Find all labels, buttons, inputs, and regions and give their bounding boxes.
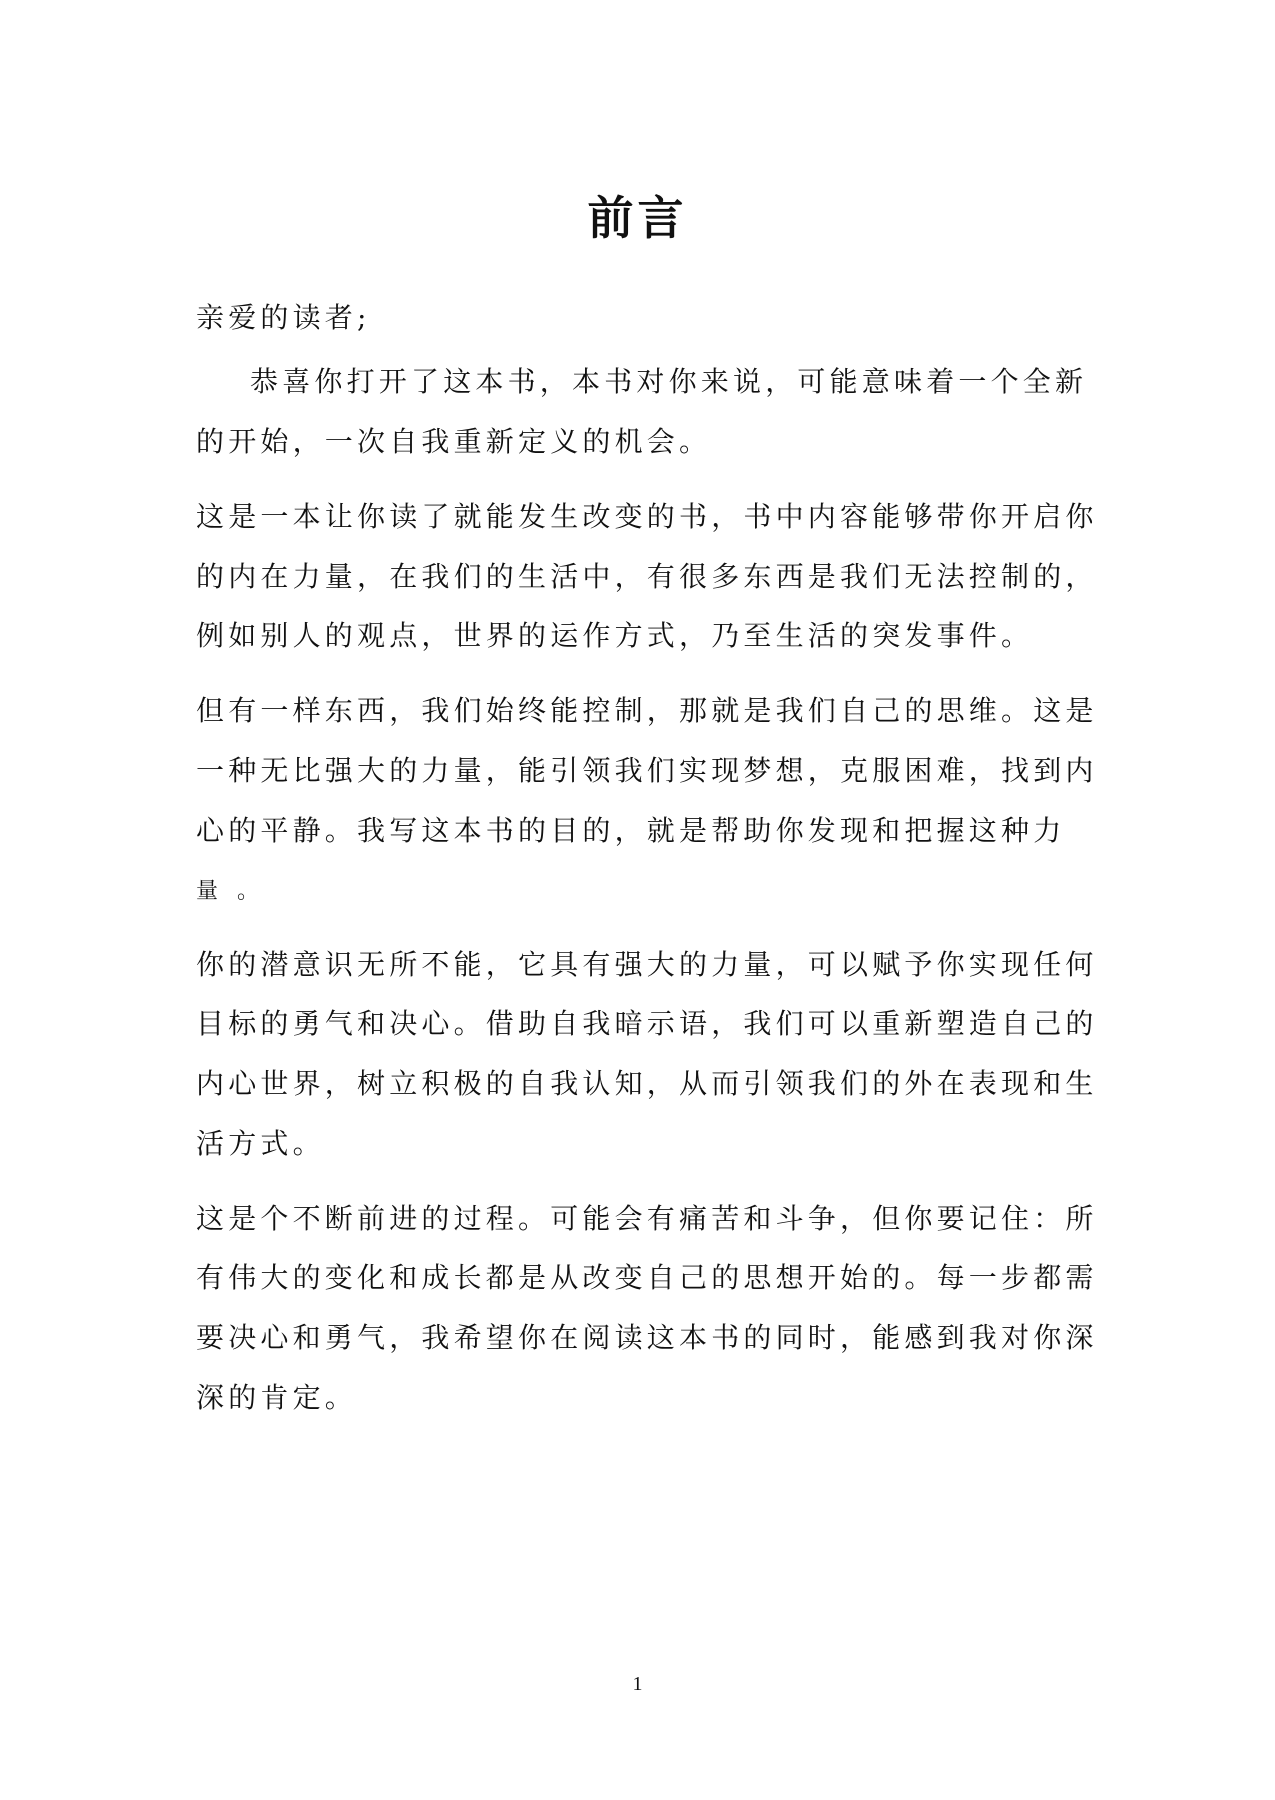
text-line: 心的平静。我写这本书的目的，就是帮助你发现和把握这种力 [196, 814, 1066, 847]
text-line: 的内在力量，在我们的生活中，有很多东西是我们无法控制的， [196, 560, 1098, 593]
text-line: 但有一样东西，我们始终能控制，那就是我们自己的思维。这是 [196, 694, 1098, 727]
text-line: 有伟大的变化和成长都是从改变自己的思想开始的。每一步都需 [196, 1261, 1098, 1294]
text-line: 你的潜意识无所不能，它具有强大的力量，可以赋予你实现任何 [196, 948, 1098, 981]
page-title: 前言 [587, 191, 688, 245]
text-line: 恭喜你打开了这本书，本书对你来说，可能意味着一个全新 [250, 365, 1088, 398]
text-line: 这是个不断前进的过程。可能会有痛苦和斗争，但你要记住：所 [196, 1202, 1098, 1235]
page-number: 1 [632, 1673, 643, 1695]
text-line: 活方式。 [196, 1127, 325, 1160]
text-line: 量 。 [196, 879, 265, 904]
text-line: 一种无比强大的力量，能引领我们实现梦想，克服困难，找到内 [196, 754, 1098, 787]
text-line: 内心世界，树立积极的自我认知，从而引领我们的外在表现和生 [196, 1067, 1098, 1100]
text-line: 这是一本让你读了就能发生改变的书，书中内容能够带你开启你 [196, 500, 1098, 533]
text-line: 目标的勇气和决心。借助自我暗示语，我们可以重新塑造自己的 [196, 1007, 1098, 1040]
text-line: 要决心和勇气，我希望你在阅读这本书的同时，能感到我对你深 [196, 1321, 1098, 1354]
text-line: 例如别人的观点，世界的运作方式，乃至生活的突发事件。 [196, 619, 1034, 652]
text-line: 的开始，一次自我重新定义的机会。 [196, 425, 712, 458]
salutation: 亲爱的读者; [196, 301, 371, 334]
text-line: 深的肯定。 [196, 1381, 358, 1414]
